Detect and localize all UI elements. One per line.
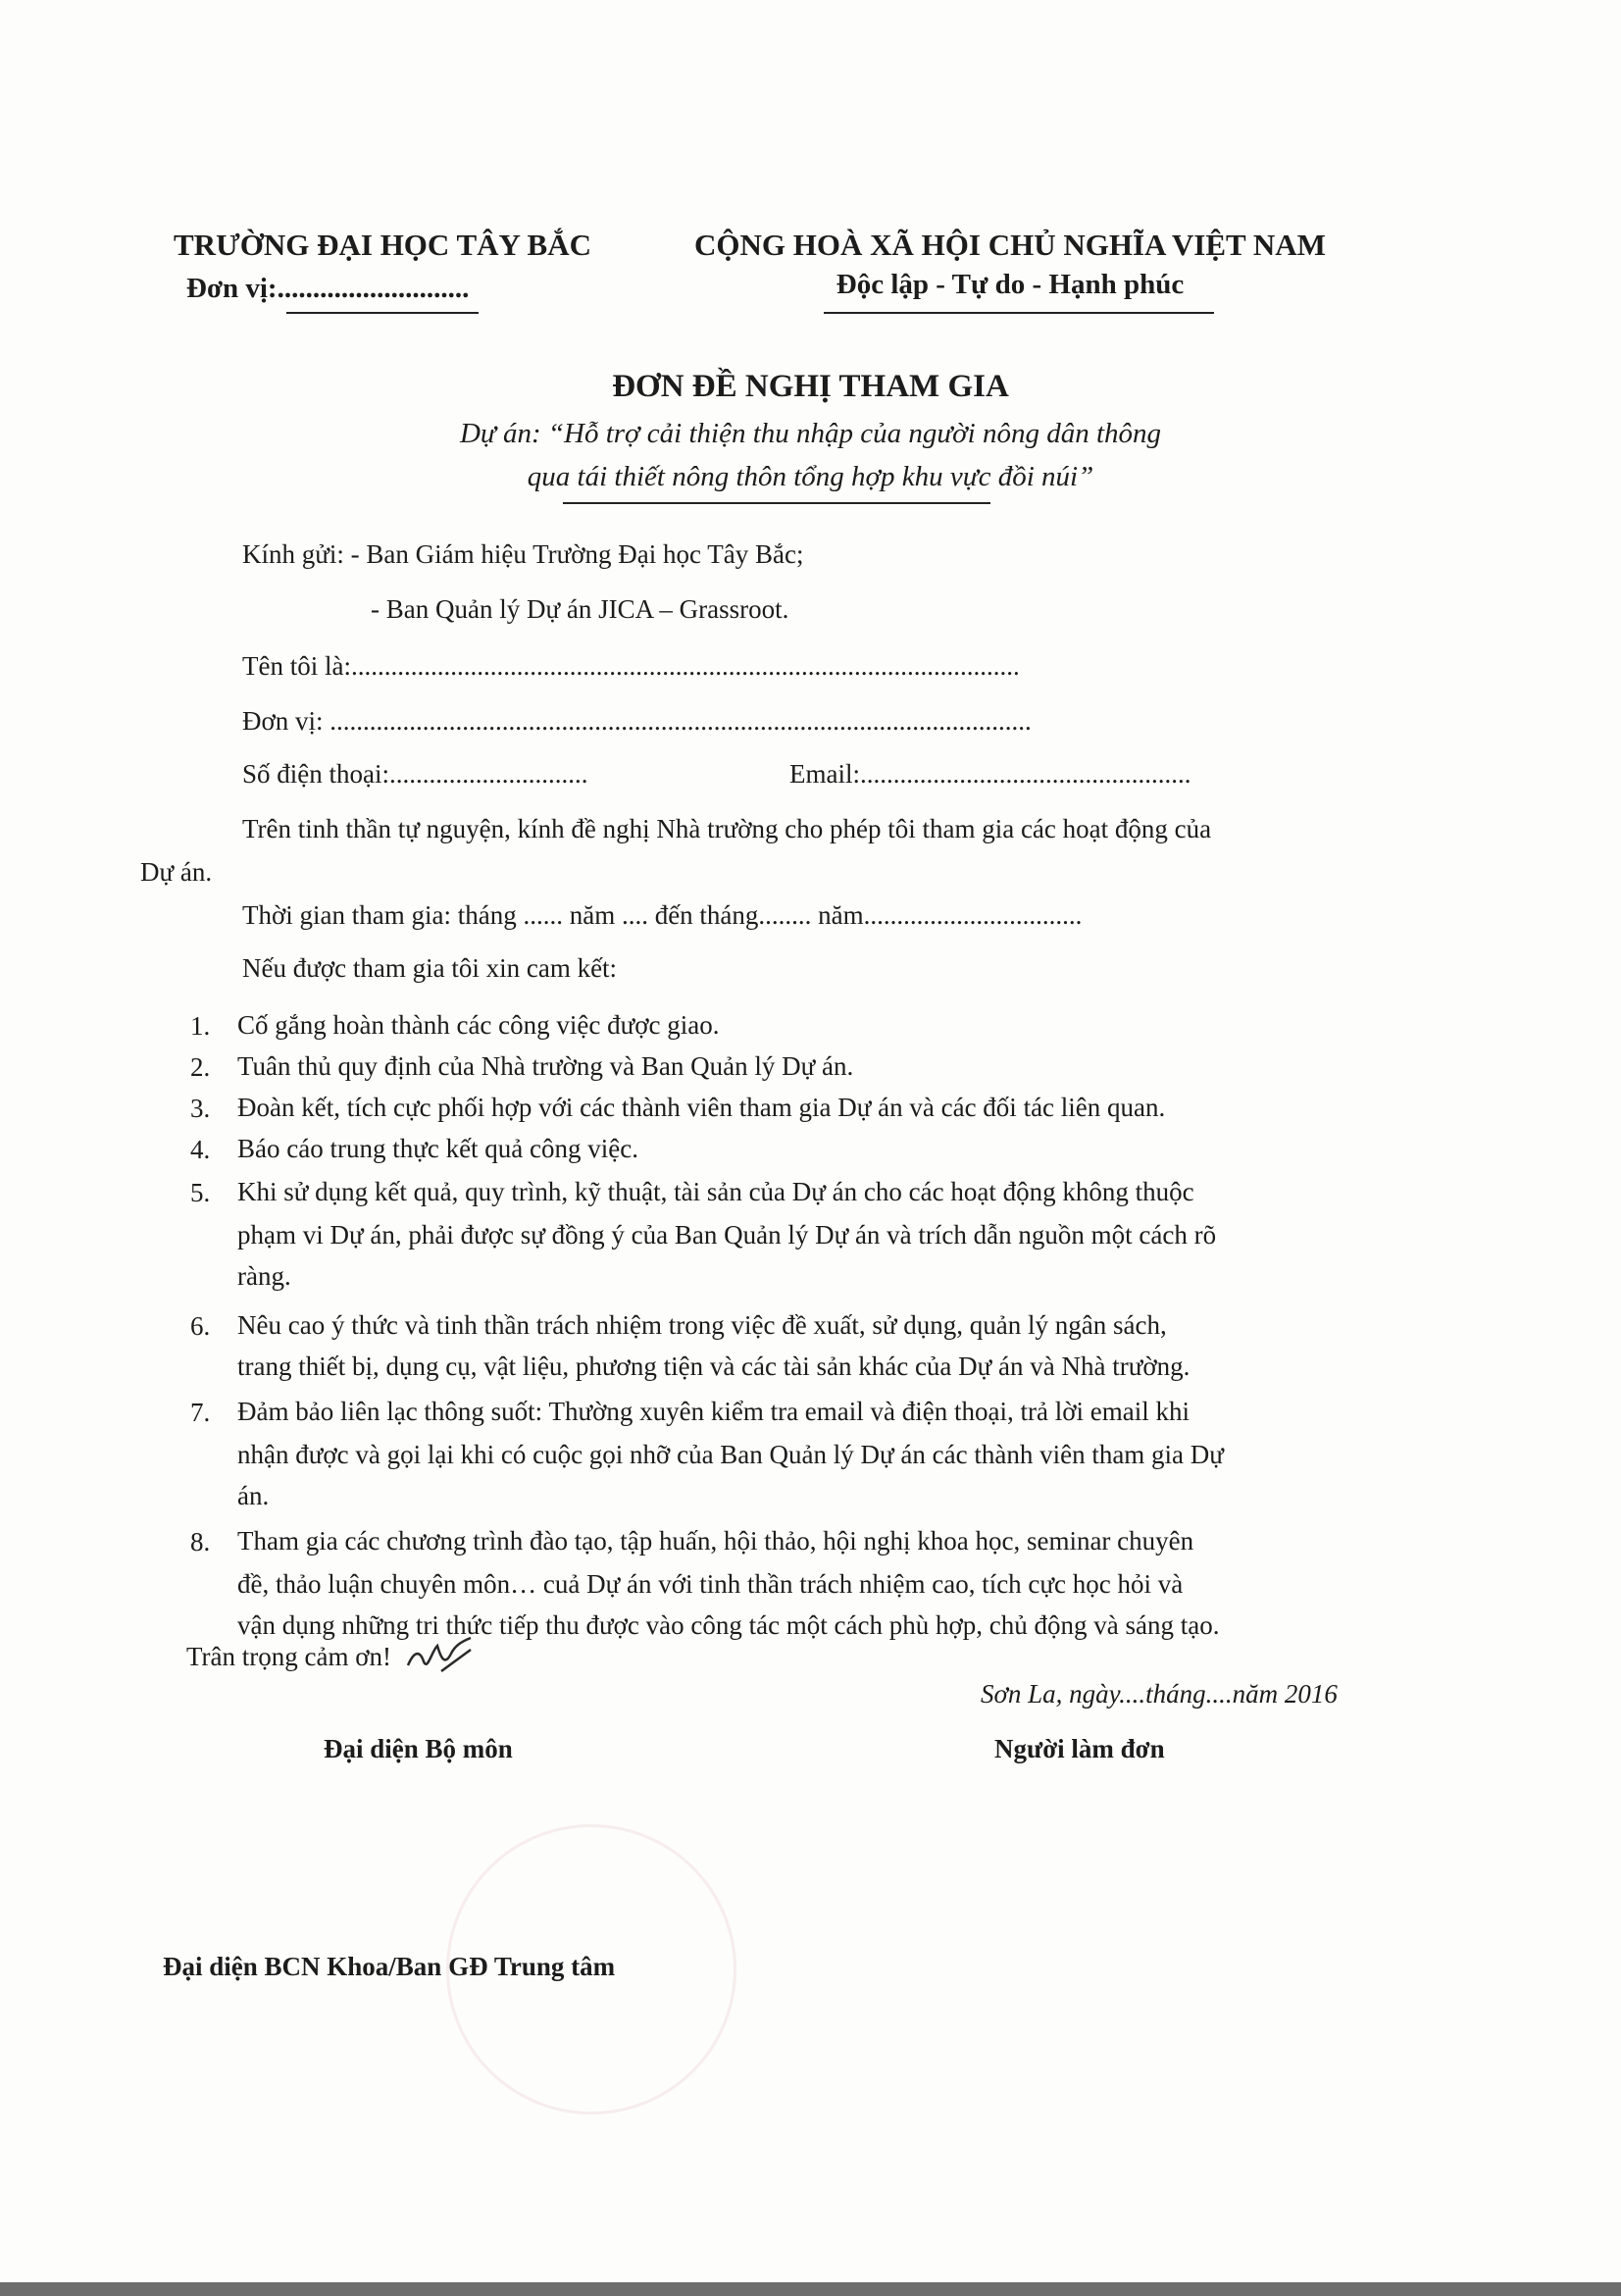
commitment-line: Đoàn kết, tích cực phối hợp với các thành viên tham gia Dự án và các đối tác liên quan. (237, 1093, 1166, 1122)
commitment-number: 2. (190, 1052, 211, 1082)
dept-rep-label: Đại diện Bộ môn (324, 1734, 513, 1763)
commitment-line: Tuân thủ quy định của Nhà trường và Ban Quản lý Dự án. (237, 1051, 854, 1081)
commitment-line: Đảm bảo liên lạc thông suốt: Thường xuyên kiểm tra email và điện thoại, trả lời email khi (237, 1397, 1190, 1426)
commitment-line: Báo cáo trung thực kết quả công việc. (237, 1134, 638, 1163)
motto-underline (824, 312, 1214, 314)
duration-line: Thời gian tham gia: tháng ...... năm .... đến tháng........ năm................................. (242, 900, 1083, 930)
email-field: Email:.................................................. (789, 759, 1191, 789)
commitment-line: Khi sử dụng kết quả, quy trình, kỹ thuật, tài sản của Dự án cho các hoạt động không thuộc (237, 1177, 1194, 1206)
project-title-line1: Dự án: “Hỗ trợ cải thiện thu nhập của người nông dân thông (459, 418, 1162, 449)
applicant-label: Người làm đơn (994, 1734, 1165, 1763)
republic-name: CỘNG HOÀ XÃ HỘI CHỦ NGHĨA VIỆT NAM (694, 228, 1326, 262)
motto: Độc lập - Tự do - Hạnh phúc (836, 269, 1185, 300)
recipient-line1: Kính gửi: - Ban Giám hiệu Trường Đại học Tây Bắc; (242, 539, 804, 569)
commitment-line: Cố gắng hoàn thành các công việc được giao. (237, 1010, 720, 1040)
commitment-number: 8. (190, 1527, 211, 1556)
commitment-line: ràng. (237, 1261, 291, 1291)
unit-field: Đơn vị: .......................................................................................................... (242, 706, 1032, 736)
commitment-number: 5. (190, 1178, 211, 1207)
commitment-number: 4. (190, 1135, 211, 1164)
unit-line: Đơn vị:........................... (186, 273, 470, 304)
form-title: ĐƠN ĐỀ NGHỊ THAM GIA (612, 369, 1009, 404)
request-line1: Trên tinh thần tự nguyện, kính đề nghị Nhà trường cho phép tôi tham gia các hoạt động của (242, 814, 1212, 843)
commitment-number: 6. (190, 1311, 211, 1341)
name-field: Tên tôi là:..................................................................................................... (242, 651, 1020, 681)
commitment-line: Nêu cao ý thức và tinh thần trách nhiệm trong việc đề xuất, sử dụng, quản lý ngân sách, (237, 1310, 1167, 1340)
commit-intro: Nếu được tham gia tôi xin cam kết: (242, 953, 618, 983)
school-name: TRƯỜNG ĐẠI HỌC TÂY BẮC (174, 228, 591, 262)
commitment-number: 7. (190, 1398, 211, 1427)
commitment-line: phạm vi Dự án, phải được sự đồng ý của Ban Quản lý Dự án và trích dẫn nguồn một cách rõ (237, 1220, 1217, 1250)
commitment-line: nhận được và gọi lại khi có cuộc gọi nhỡ của Ban Quản lý Dự án các thành viên tham gia Dự (237, 1440, 1224, 1469)
place-date: Sơn La, ngày....tháng....năm 2016 (981, 1679, 1338, 1709)
scan-edge (0, 2282, 1621, 2296)
school-underline (286, 312, 479, 314)
commitment-number: 1. (190, 1011, 211, 1041)
commitment-line: vận dụng những tri thức tiếp thu được vào công tác một cách phù hợp, chủ động và sáng tạo. (237, 1610, 1220, 1640)
project-title-line2: qua tái thiết nông thôn tổng hợp khu vực đồi núi” (527, 461, 1094, 492)
commitment-number: 3. (190, 1094, 211, 1123)
phone-field: Số điện thoại:.............................. (242, 759, 588, 789)
recipient-line2: - Ban Quản lý Dự án JICA – Grassroot. (371, 594, 789, 624)
request-line2: Dự án. (140, 857, 213, 887)
commitment-line: Tham gia các chương trình đào tạo, tập huấn, hội thảo, hội nghị khoa học, seminar chuyên (237, 1526, 1194, 1556)
faculty-rep-label: Đại diện BCN Khoa/Ban GĐ Trung tâm (163, 1952, 616, 1981)
faint-stamp-icon (446, 1824, 736, 2115)
commitment-line: đề, thảo luận chuyên môn… cuả Dự án với tinh thần trách nhiệm cao, tích cực học hỏi và (237, 1569, 1184, 1599)
commitment-line: trang thiết bị, dụng cụ, vật liệu, phương tiện và các tài sản khác của Dự án và Nhà trường. (237, 1352, 1190, 1381)
thanks-line: Trân trọng cảm ơn! (186, 1642, 391, 1671)
commitment-line: án. (237, 1481, 270, 1510)
title-underline (563, 502, 990, 504)
initials-scribble-icon (402, 1632, 481, 1679)
